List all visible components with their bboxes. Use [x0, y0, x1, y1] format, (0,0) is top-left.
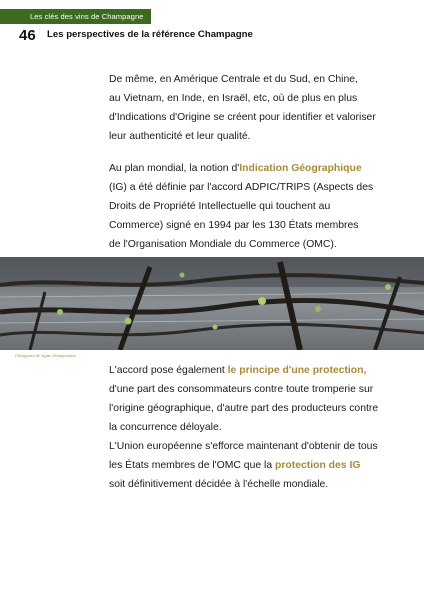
section-tab — [0, 9, 151, 24]
vine-photo — [0, 257, 424, 350]
paragraph-line: (IG) a été définie par l'accord ADPIC/TRIPS (Aspects des — [109, 182, 374, 193]
highlight-indication-geographique: Indication Géographique — [239, 163, 362, 174]
photo-caption: Chargeurs de vigne champenoise — [15, 353, 77, 358]
paragraph-line: Au plan mondial, la notion d' — [109, 163, 240, 174]
paragraph-line: d'Indications d'Origine se créent pour identifier et valoriser — [109, 112, 376, 123]
paragraph-1 — [109, 70, 409, 146]
page-number: 46 — [19, 27, 36, 44]
vine-photo-illustration — [0, 257, 424, 350]
paragraph-line: les États membres de l'OMC que la — [109, 460, 275, 471]
paragraph-line: l'origine géographique, d'autre part des producteurs contre — [109, 403, 379, 414]
highlight-protection-ig: protection des IG — [275, 460, 361, 471]
paragraph-line: soit définitivement décidée à l'échelle mondiale. — [109, 479, 329, 490]
highlight-principe-protection: le principe d'une protection, — [227, 365, 367, 376]
chapter-title: Les perspectives de la référence Champagne — [47, 29, 253, 40]
paragraph-line: de l'Organisation Mondiale du Commerce (OMC). — [109, 239, 337, 250]
paragraph-line: De même, en Amérique Centrale et du Sud, en Chine, — [109, 74, 358, 85]
paragraph-line: L'accord pose également — [109, 365, 228, 376]
paragraph-line: au Vietnam, en Inde, en Israël, etc, où de plus en plus — [109, 93, 358, 104]
paragraph-line: leur authenticité et leur qualité. — [109, 131, 251, 142]
paragraph-line: Commerce) signé en 1994 par les 130 États membres — [109, 220, 359, 231]
paragraph-line: d'une part des consommateurs contre toute tromperie sur — [109, 384, 374, 395]
paragraph-line: la concurrence déloyale. — [109, 422, 222, 433]
paragraph-line: Droits de Propriété Intellectuelle qui touchent au — [109, 201, 331, 212]
paragraph-2 — [109, 159, 409, 254]
paragraph-line: L'Union européenne s'efforce maintenant d'obtenir de tous — [109, 441, 378, 452]
paragraph-3 — [109, 361, 409, 494]
section-tab-label: Les clés des vins de Champagne — [30, 12, 144, 21]
